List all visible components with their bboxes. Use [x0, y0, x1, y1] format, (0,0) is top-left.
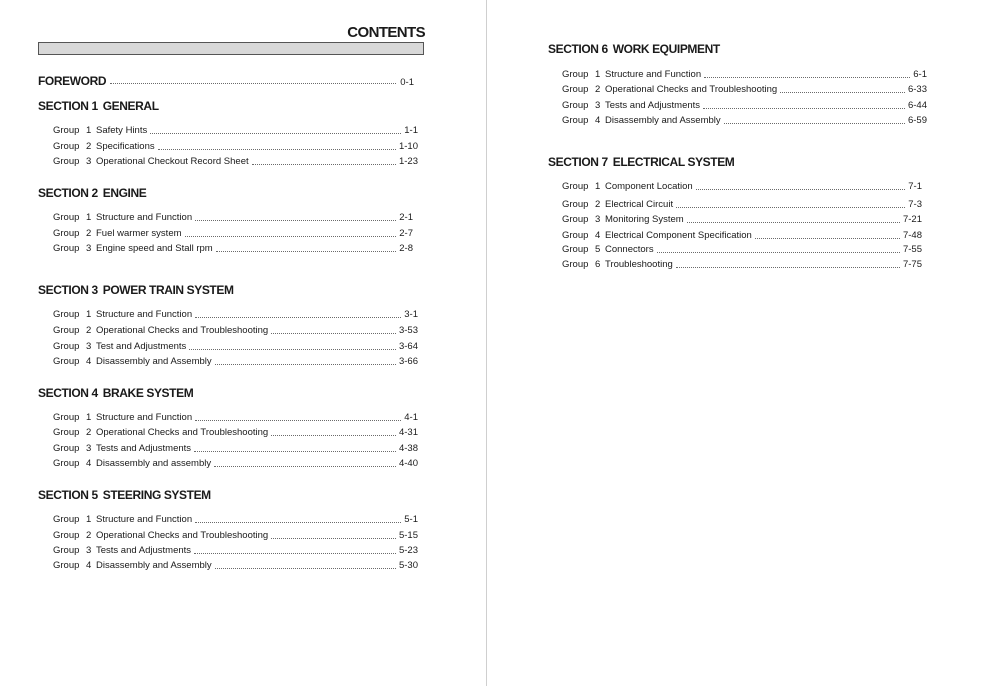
group-word: Group [53, 156, 80, 167]
group-number: 2 [86, 141, 92, 152]
entry-title: Structure and Function [96, 212, 193, 223]
page-number: 6-33 [907, 84, 927, 95]
group-number: 5 [595, 244, 601, 255]
section-number: SECTION 7 [548, 155, 608, 169]
entry-title: Structure and Function [96, 412, 193, 423]
toc-entry[interactable] [53, 412, 418, 424]
toc-entry[interactable] [53, 156, 418, 168]
section-name: ENGINE [102, 186, 147, 200]
leader-dots [703, 108, 905, 109]
section-heading[interactable] [548, 42, 720, 56]
group-number: 3 [86, 545, 92, 556]
page-number: 7-48 [902, 230, 922, 241]
group-word: Group [53, 545, 80, 556]
section-number: SECTION 3 [38, 283, 98, 297]
entry-title: Connectors [605, 244, 654, 255]
entry-title: Safety Hints [96, 125, 148, 136]
toc-entry[interactable] [562, 115, 927, 127]
entry-title: Monitoring System [605, 214, 684, 225]
toc-entry[interactable] [53, 514, 418, 526]
toc-entry[interactable] [53, 560, 418, 572]
entry-title: Operational Checks and Troubleshooting [96, 427, 269, 438]
leader-dots [687, 222, 900, 223]
entry-title: Specifications [96, 141, 155, 152]
leader-dots [724, 123, 905, 124]
group-number: 3 [86, 243, 92, 254]
page-number: 6-1 [913, 69, 927, 80]
leader-dots [676, 267, 900, 268]
section-number: SECTION 6 [548, 42, 608, 56]
group-word: Group [53, 228, 80, 239]
entry-title: Structure and Function [605, 69, 702, 80]
section-number: SECTION 2 [38, 186, 98, 200]
leader-dots [195, 420, 401, 421]
entry-title: Electrical Circuit [605, 199, 674, 210]
group-number: 1 [86, 212, 92, 223]
section-name: GENERAL [102, 99, 159, 113]
group-word: Group [53, 412, 80, 423]
group-number: 6 [595, 259, 601, 270]
group-word: Group [562, 69, 589, 80]
toc-entry[interactable] [562, 181, 922, 193]
toc-entry[interactable] [562, 100, 927, 112]
leader-dots [214, 466, 396, 467]
group-word: Group [53, 125, 80, 136]
toc-entry[interactable] [53, 530, 418, 542]
leader-dots [189, 349, 396, 350]
leader-dots [185, 236, 397, 237]
toc-entry[interactable] [53, 309, 418, 321]
group-word: Group [562, 244, 589, 255]
group-word: Group [562, 181, 589, 192]
group-number: 2 [86, 228, 92, 239]
entry-title: Operational Checks and Troubleshooting [96, 530, 269, 541]
entry-title: Disassembly and assembly [96, 458, 212, 469]
leader-dots [676, 207, 905, 208]
group-number: 3 [595, 100, 601, 111]
group-number: 4 [86, 356, 92, 367]
section-heading[interactable] [38, 488, 211, 502]
leader-dots [216, 251, 397, 252]
page-number: 3-66 [398, 356, 418, 367]
page-number: 4-40 [398, 458, 418, 469]
page-number: 7-3 [908, 199, 922, 210]
leader-dots [158, 149, 396, 150]
leader-dots [195, 220, 396, 221]
page-divider [486, 0, 487, 686]
section-heading[interactable] [38, 386, 193, 400]
entry-title: Tests and Adjustments [96, 545, 192, 556]
entry-title: Tests and Adjustments [605, 100, 701, 111]
page-number: 7-1 [908, 181, 922, 192]
leader-dots [271, 333, 396, 334]
group-number: 3 [86, 156, 92, 167]
toc-entry[interactable] [562, 199, 922, 211]
section-heading[interactable] [38, 99, 159, 113]
left-page [0, 0, 486, 686]
group-number: 2 [86, 530, 92, 541]
entry-title: Operational Checkout Record Sheet [96, 156, 249, 167]
page-number: 3-64 [398, 341, 418, 352]
page-number: 2-1 [399, 212, 413, 223]
section-heading[interactable] [548, 155, 734, 169]
section-heading[interactable] [38, 283, 234, 297]
page-number: 6-59 [907, 115, 927, 126]
page-number: 6-44 [907, 100, 927, 111]
page-number: 1-10 [398, 141, 418, 152]
group-number: 2 [86, 325, 92, 336]
toc-entry[interactable] [562, 69, 927, 81]
section-name: STEERING SYSTEM [102, 488, 211, 502]
leader-dots [195, 317, 401, 318]
group-word: Group [53, 427, 80, 438]
leader-dots [150, 133, 401, 134]
toc-entry[interactable] [53, 243, 413, 255]
right-page [488, 0, 984, 686]
page-number: 7-75 [902, 259, 922, 270]
group-word: Group [53, 530, 80, 541]
toc-entry[interactable] [562, 84, 927, 96]
group-number: 4 [595, 230, 601, 241]
group-word: Group [562, 230, 589, 241]
toc-entry[interactable] [53, 228, 413, 240]
toc-entry[interactable] [562, 214, 922, 226]
group-number: 3 [595, 214, 601, 225]
group-word: Group [53, 356, 80, 367]
page-number: 2-8 [399, 243, 413, 254]
group-word: Group [562, 214, 589, 225]
leader-dots [780, 92, 905, 93]
page-number: 5-1 [404, 514, 418, 525]
group-word: Group [562, 100, 589, 111]
page-number: 5-23 [398, 545, 418, 556]
group-word: Group [53, 443, 80, 454]
toc-entry[interactable] [562, 259, 922, 271]
entry-title: Troubleshooting [605, 259, 673, 270]
leader-dots [194, 451, 396, 452]
group-word: Group [562, 259, 589, 270]
group-number: 3 [86, 443, 92, 454]
leader-dots [755, 238, 900, 239]
section-number: SECTION 5 [38, 488, 98, 502]
leader-dots [195, 522, 401, 523]
toc-entry[interactable] [53, 356, 418, 368]
entry-title: Disassembly and Assembly [605, 115, 721, 126]
section-name: POWER TRAIN SYSTEM [102, 283, 234, 297]
group-word: Group [53, 243, 80, 254]
group-number: 1 [86, 514, 92, 525]
title-rule-bar [38, 42, 424, 55]
leader-dots [194, 553, 396, 554]
section-name: WORK EQUIPMENT [612, 42, 720, 56]
group-number: 2 [595, 199, 601, 210]
foreword-page: 0-1 [400, 77, 414, 88]
toc-entry[interactable] [53, 125, 418, 137]
entry-title: Engine speed and Stall rpm [96, 243, 213, 254]
group-number: 3 [86, 341, 92, 352]
toc-entry[interactable] [53, 212, 413, 224]
page-number: 4-1 [404, 412, 418, 423]
group-number: 4 [86, 560, 92, 571]
entry-title: Operational Checks and Troubleshooting [605, 84, 778, 95]
page-number: 7-55 [902, 244, 922, 255]
page-number: 3-53 [398, 325, 418, 336]
entry-title: Component Location [605, 181, 693, 192]
group-number: 1 [86, 125, 92, 136]
entry-title: Disassembly and Assembly [96, 356, 212, 367]
leader-dots [252, 164, 396, 165]
toc-entry[interactable] [562, 230, 922, 242]
page-number: 5-15 [398, 530, 418, 541]
leader-dots [271, 435, 396, 436]
section-heading[interactable] [38, 186, 146, 200]
page-number: 1-1 [404, 125, 418, 136]
group-word: Group [53, 560, 80, 571]
group-word: Group [53, 309, 80, 320]
entry-title: Structure and Function [96, 514, 193, 525]
group-word: Group [53, 514, 80, 525]
group-number: 4 [86, 458, 92, 469]
group-word: Group [562, 84, 589, 95]
entry-title: Test and Adjustments [96, 341, 187, 352]
page-number: 2-7 [399, 228, 413, 239]
entry-title: Disassembly and Assembly [96, 560, 212, 571]
leader-dots [657, 252, 900, 253]
contents-title: CONTENTS [347, 24, 425, 41]
group-number: 1 [86, 412, 92, 423]
group-word: Group [562, 199, 589, 210]
toc-entry[interactable] [53, 341, 418, 353]
group-word: Group [53, 212, 80, 223]
group-number: 2 [86, 427, 92, 438]
section-name: BRAKE SYSTEM [102, 386, 194, 400]
section-number: SECTION 4 [38, 386, 98, 400]
entry-title: Structure and Function [96, 309, 193, 320]
section-number: SECTION 1 [38, 99, 98, 113]
group-number: 4 [595, 115, 601, 126]
group-word: Group [53, 341, 80, 352]
page-number: 5-30 [398, 560, 418, 571]
leader-dots [696, 189, 906, 190]
group-word: Group [53, 325, 80, 336]
toc-entry[interactable] [53, 141, 418, 153]
page-number: 1-23 [398, 156, 418, 167]
group-number: 1 [86, 309, 92, 320]
toc-entry[interactable] [53, 545, 418, 557]
group-number: 2 [595, 84, 601, 95]
toc-entry[interactable] [53, 325, 418, 337]
page-number: 4-31 [398, 427, 418, 438]
toc-entry[interactable] [53, 443, 418, 455]
foreword-label: FOREWORD [38, 74, 107, 88]
entry-title: Fuel warmer system [96, 228, 182, 239]
entry-title: Tests and Adjustments [96, 443, 192, 454]
section-name: ELECTRICAL SYSTEM [612, 155, 735, 169]
leader-dots [704, 77, 910, 78]
leader-dots [110, 83, 396, 84]
leader-dots [215, 568, 396, 569]
toc-entry[interactable] [53, 427, 418, 439]
page-number: 7-21 [902, 214, 922, 225]
group-word: Group [53, 141, 80, 152]
group-word: Group [562, 115, 589, 126]
page-number: 3-1 [404, 309, 418, 320]
foreword-entry[interactable] [38, 74, 414, 88]
toc-entry[interactable] [562, 244, 922, 256]
toc-entry[interactable] [53, 458, 418, 470]
group-word: Group [53, 458, 80, 469]
leader-dots [215, 364, 396, 365]
group-number: 1 [595, 69, 601, 80]
group-number: 1 [595, 181, 601, 192]
leader-dots [271, 538, 396, 539]
entry-title: Electrical Component Specification [605, 230, 752, 241]
entry-title: Operational Checks and Troubleshooting [96, 325, 269, 336]
page-number: 4-38 [398, 443, 418, 454]
